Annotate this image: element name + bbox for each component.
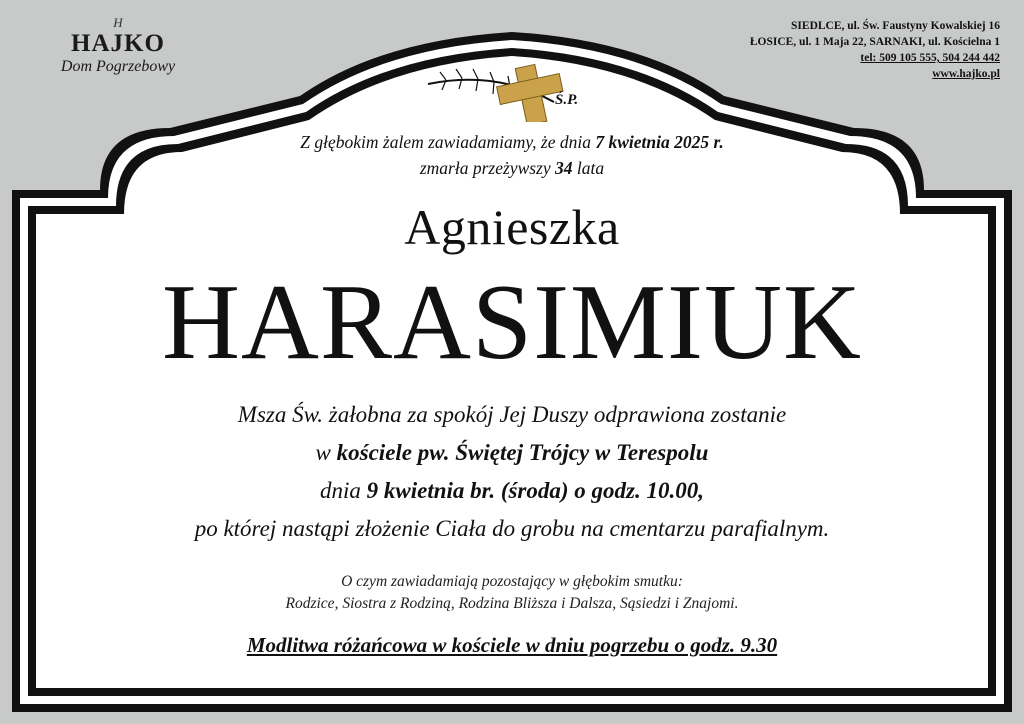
- last-name: HARASIMIUK: [161, 263, 863, 382]
- church-name: kościele pw. Świętej Trójcy w Terespolu: [336, 440, 709, 465]
- mass-line-3: dnia 9 kwietnia br. (środa) o godz. 10.00,: [319, 478, 704, 503]
- first-name: Agnieszka: [404, 199, 620, 255]
- intro-line: Z głębokim żalem zawiadamiamy, że dnia 7 kwietnia 2025 r.: [300, 132, 724, 152]
- mourners-line-2: Rodzice, Siostra z Rodziną, Rodzina Bliższa i Dalsza, Sąsiedzi i Znajomi.: [285, 595, 739, 612]
- mourners-line-1: O czym zawiadamiają pozostający w głębokim smutku:: [341, 573, 683, 590]
- age-line: zmarła przeżywszy 34 lata: [419, 158, 605, 178]
- mass-line-4: po której nastąpi złożenie Ciała do grobu na cmentarzu parafialnym.: [194, 516, 830, 541]
- death-date: 7 kwietnia 2025 r.: [595, 132, 724, 152]
- address-line-1: SIEDLCE, ul. Św. Faustyny Kowalskiej 16: [791, 20, 1000, 32]
- phone-line: tel: 509 105 555, 504 244 442: [860, 52, 1000, 64]
- logo-brand: HAJKO: [71, 30, 165, 57]
- website-link[interactable]: www.hajko.pl: [932, 68, 1000, 80]
- cross-with-palm-icon: [426, 62, 606, 122]
- address-line-2: ŁOSICE, ul. 1 Maja 22, SARNAKI, ul. Kościelna 1: [749, 36, 1000, 48]
- mass-date: 9 kwietnia br. (środa) o godz. 10.00,: [366, 478, 704, 503]
- rosary-prayer-note: Modlitwa różańcowa w kościele w dniu pogrzebu o godz. 9.30: [246, 633, 778, 657]
- contact-block: [750, 18, 1000, 82]
- mass-line-1: Msza Św. żałobna za spokój Jej Duszy odprawiona zostanie: [237, 402, 787, 427]
- mass-line-2: w kościele pw. Świętej Trójcy w Terespolu: [315, 440, 709, 465]
- sp-label: Ś.P.: [555, 92, 579, 108]
- logo-subtitle: Dom Pogrzebowy: [60, 58, 176, 75]
- logo-monogram: H: [113, 15, 123, 30]
- funeral-home-logo: [38, 16, 198, 76]
- age-value: 34: [555, 158, 573, 178]
